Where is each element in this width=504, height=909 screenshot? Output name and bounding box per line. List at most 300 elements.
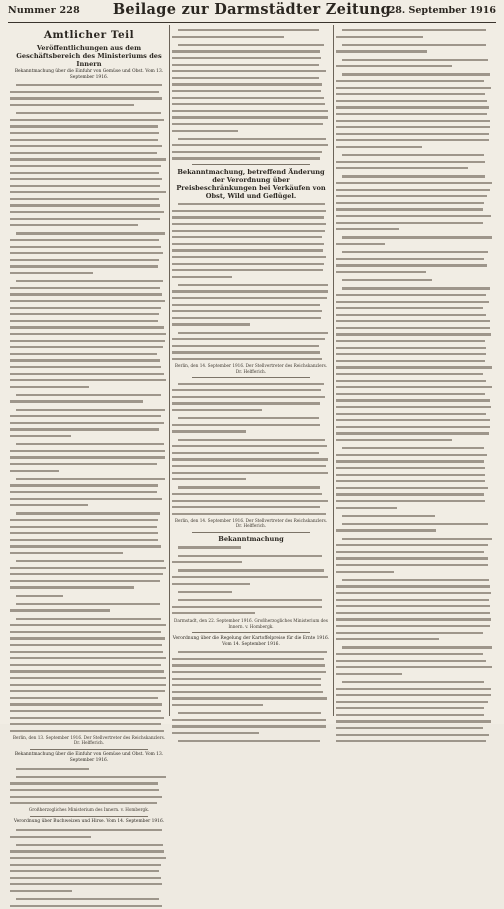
body-text <box>10 82 168 734</box>
body-text <box>10 766 168 807</box>
text-line <box>172 108 330 114</box>
text-line <box>172 387 330 393</box>
text-line <box>10 441 168 447</box>
article-subhead: Bekanntmachung über die Einfuhr von Gemüse und Obst. Vom 13. September 1916. <box>14 69 164 80</box>
text-line <box>336 85 494 91</box>
text-line <box>10 662 168 668</box>
text-line <box>172 142 330 148</box>
article-subhead: Verordnung über die Regelung der Kartoffelpreise für die Ernte 1916. Vom 14. September 1916. <box>172 636 330 647</box>
text-line <box>336 318 494 324</box>
text-line <box>172 95 330 101</box>
text-line <box>336 331 494 337</box>
text-line <box>172 221 330 227</box>
text-line <box>172 34 330 40</box>
text-line <box>336 590 494 596</box>
text-line <box>336 583 494 589</box>
text-line <box>172 702 330 708</box>
text-line <box>336 48 494 54</box>
text-line <box>10 896 168 902</box>
text-line <box>336 705 494 711</box>
text-line <box>172 349 330 355</box>
text-line <box>10 875 168 881</box>
text-line <box>10 635 168 641</box>
text-line <box>172 343 330 349</box>
text-line <box>10 263 168 269</box>
article-signature: Darmstadt, den 22. September 1916. Großherzogliches Ministerium des Innern. v. Hombergk. <box>174 618 328 629</box>
text-line <box>172 136 330 142</box>
text-line <box>10 476 168 482</box>
text-line <box>10 433 168 439</box>
text-line <box>172 428 330 434</box>
text-line <box>10 285 168 291</box>
text-line <box>336 513 494 519</box>
text-line <box>10 721 168 727</box>
text-line <box>336 430 494 436</box>
text-line <box>172 491 330 497</box>
body-text <box>172 381 330 517</box>
text-line <box>10 622 168 628</box>
text-line <box>10 842 168 848</box>
text-line <box>10 517 168 523</box>
text-line <box>336 424 494 430</box>
text-line <box>10 156 168 162</box>
text-line <box>336 498 494 504</box>
text-line <box>336 262 494 268</box>
text-line <box>172 282 330 288</box>
text-line <box>172 415 330 421</box>
text-line <box>172 55 330 61</box>
text-line <box>172 553 330 559</box>
text-line <box>10 629 168 635</box>
text-line <box>336 458 494 464</box>
text-line <box>172 302 330 308</box>
text-line <box>10 510 168 516</box>
text-line <box>336 131 494 137</box>
article-subhead: Verordnung über Buchweizen und Hirse. Vom 14. September 1916. <box>13 819 165 825</box>
page-header <box>8 0 496 22</box>
text-line <box>336 658 494 664</box>
text-line <box>336 292 494 298</box>
text-line <box>10 489 168 495</box>
text-line <box>336 610 494 616</box>
column-2 <box>172 27 330 718</box>
text-line <box>336 345 494 351</box>
text-line <box>172 149 330 155</box>
text-line <box>336 220 494 226</box>
text-line <box>10 344 168 350</box>
text-line <box>10 371 168 377</box>
text-line <box>10 398 168 404</box>
text-line <box>10 794 168 800</box>
text-line <box>336 63 494 69</box>
text-line <box>172 498 330 504</box>
text-line <box>10 766 168 772</box>
text-line <box>336 193 494 199</box>
text-line <box>336 623 494 629</box>
text-line <box>336 718 494 724</box>
text-line <box>172 581 330 587</box>
text-line <box>336 679 494 685</box>
text-line <box>172 567 330 573</box>
text-line <box>10 558 168 564</box>
text-line <box>336 630 494 636</box>
text-line <box>10 524 168 530</box>
text-line <box>10 496 168 502</box>
text-line <box>10 848 168 854</box>
text-line <box>10 143 168 149</box>
text-line <box>10 123 168 129</box>
text-line <box>10 392 168 398</box>
text-line <box>10 780 168 786</box>
text-line <box>336 312 494 318</box>
text-line <box>10 384 168 390</box>
text-line <box>172 68 330 74</box>
text-line <box>336 180 494 186</box>
text-line <box>172 330 330 336</box>
text-line <box>336 577 494 583</box>
article-signature: Berlin, den 13. September 1916. Der Stellvertreter des Reichskanzlers. Dr. Helfferich. <box>12 734 166 746</box>
text-line <box>336 644 494 650</box>
text-line <box>10 855 168 861</box>
text-line <box>10 202 168 208</box>
text-line <box>172 682 330 688</box>
text-line <box>172 544 330 550</box>
text-line <box>10 688 168 694</box>
newspaper-title: Beilage zur Darmstädter Zeitung <box>112 1 392 18</box>
text-line <box>336 200 494 206</box>
text-line <box>336 712 494 718</box>
text-line <box>172 315 330 321</box>
text-line <box>172 308 330 314</box>
text-line <box>336 465 494 471</box>
text-line <box>336 527 494 533</box>
text-line <box>10 244 168 250</box>
text-line <box>172 470 330 476</box>
text-line <box>172 288 330 294</box>
text-line <box>172 128 330 134</box>
text-line <box>172 669 330 675</box>
text-line <box>10 461 168 467</box>
text-line <box>10 413 168 419</box>
text-line <box>172 710 330 716</box>
text-line <box>10 578 168 584</box>
text-line <box>10 593 168 599</box>
article-separator <box>192 532 310 533</box>
text-line <box>336 452 494 458</box>
article-signature: Berlin, den 14. September 1916. Der Stellvertreter des Reichskanzlers. Dr. Helfferich. <box>174 363 328 374</box>
text-line <box>336 325 494 331</box>
text-line <box>172 48 330 54</box>
text-line <box>10 176 168 182</box>
text-line <box>336 671 494 677</box>
text-line <box>172 88 330 94</box>
body-text <box>172 27 330 161</box>
text-line <box>10 89 168 95</box>
text-line <box>172 504 330 510</box>
text-line <box>336 699 494 705</box>
text-line <box>172 476 330 482</box>
text-line <box>10 584 168 590</box>
text-line <box>172 234 330 240</box>
text-line <box>10 642 168 648</box>
text-line <box>336 597 494 603</box>
text-line <box>10 868 168 874</box>
text-line <box>10 530 168 536</box>
text-line <box>10 324 168 330</box>
text-line <box>10 616 168 622</box>
text-line <box>172 356 330 362</box>
text-line <box>10 607 168 613</box>
text-line <box>336 104 494 110</box>
text-line <box>336 651 494 657</box>
text-line <box>172 463 330 469</box>
text-line <box>172 27 330 33</box>
text-line <box>10 407 168 413</box>
text-line <box>336 404 494 410</box>
text-line <box>336 34 494 40</box>
article-heading: Bekanntmachung, betreffend Änderung der Verordnung über Preisbeschränkungen bei Verkäufen von Obst, Wild und Geflügel. <box>176 168 326 201</box>
text-line <box>336 521 494 527</box>
text-line <box>336 505 494 511</box>
text-line <box>172 42 330 48</box>
text-line <box>10 278 168 284</box>
text-line <box>336 437 494 443</box>
text-line <box>10 364 168 370</box>
text-line <box>336 491 494 497</box>
text-line <box>10 881 168 887</box>
text-line <box>336 351 494 357</box>
section-title: Amtlicher Teil <box>43 29 135 41</box>
text-line <box>172 62 330 68</box>
text-line <box>10 377 168 383</box>
article-heading: Bekanntmachung <box>218 535 284 544</box>
text-line <box>336 285 494 291</box>
text-line <box>10 708 168 714</box>
text-line <box>336 57 494 63</box>
text-line <box>336 542 494 548</box>
text-line <box>172 267 330 273</box>
text-line <box>336 338 494 344</box>
text-line <box>172 574 330 580</box>
text-line <box>10 715 168 721</box>
text-line <box>172 723 330 729</box>
text-line <box>10 454 168 460</box>
text-line <box>336 111 494 117</box>
text-line <box>336 159 494 165</box>
body-text <box>10 827 168 909</box>
section-heading: Veröffentlichungen aus dem Geschäftsbereich des Ministeriums des Innern <box>16 44 162 68</box>
text-line <box>172 649 330 655</box>
column-1 <box>10 27 168 825</box>
text-line <box>172 214 330 220</box>
article-separator <box>192 164 310 165</box>
text-line <box>336 249 494 255</box>
text-line <box>10 216 168 222</box>
text-line <box>336 384 494 390</box>
text-line <box>336 358 494 364</box>
text-line <box>10 482 168 488</box>
text-line <box>172 101 330 107</box>
text-line <box>336 78 494 84</box>
text-line <box>10 682 168 688</box>
text-line <box>172 274 330 280</box>
text-line <box>172 75 330 81</box>
text-line <box>336 417 494 423</box>
text-line <box>10 728 168 734</box>
text-line <box>336 569 494 575</box>
article-subhead: Bekanntmachung über die Einfuhr von Gemüse und Obst. Vom 13. September 1916. <box>14 752 164 763</box>
text-line <box>172 241 330 247</box>
text-line <box>10 137 168 143</box>
text-line <box>10 565 168 571</box>
text-line <box>10 426 168 432</box>
text-line <box>10 351 168 357</box>
text-line <box>172 261 330 267</box>
article-separator <box>192 632 310 633</box>
text-line <box>10 787 168 793</box>
text-line <box>336 241 494 247</box>
text-line <box>10 834 168 840</box>
text-line <box>172 689 330 695</box>
text-line <box>10 209 168 215</box>
text-line <box>172 422 330 428</box>
text-line <box>10 257 168 263</box>
text-line <box>10 468 168 474</box>
text-line <box>10 102 168 108</box>
text-line <box>10 318 168 324</box>
text-line <box>336 411 494 417</box>
text-line <box>10 170 168 176</box>
text-line <box>336 27 494 33</box>
text-line <box>336 187 494 193</box>
text-line <box>10 601 168 607</box>
text-line <box>172 114 330 120</box>
text-line <box>172 738 330 744</box>
issue-date: 28. September 1916 <box>388 5 496 16</box>
text-line <box>10 827 168 833</box>
text-line <box>172 730 330 736</box>
text-line <box>10 150 168 156</box>
text-line <box>172 437 330 443</box>
text-line <box>172 662 330 668</box>
text-line <box>336 397 494 403</box>
text-line <box>336 98 494 104</box>
text-line <box>10 163 168 169</box>
text-line <box>172 604 330 610</box>
text-line <box>336 364 494 370</box>
text-line <box>10 655 168 661</box>
text-line <box>10 448 168 454</box>
text-line <box>336 124 494 130</box>
text-line <box>10 196 168 202</box>
text-line <box>10 291 168 297</box>
text-line <box>10 338 168 344</box>
text-line <box>10 420 168 426</box>
text-line <box>172 610 330 616</box>
text-line <box>10 537 168 543</box>
text-line <box>336 91 494 97</box>
text-line <box>172 247 330 253</box>
text-line <box>10 357 168 363</box>
text-line <box>172 295 330 301</box>
text-line <box>172 155 330 161</box>
text-line <box>336 686 494 692</box>
text-line <box>172 695 330 701</box>
text-line <box>10 117 168 123</box>
text-line <box>172 484 330 490</box>
text-line <box>336 173 494 179</box>
text-line <box>10 862 168 868</box>
body-text <box>336 27 494 744</box>
text-line <box>10 800 168 806</box>
text-line <box>336 137 494 143</box>
text-line <box>336 299 494 305</box>
text-line <box>10 250 168 256</box>
text-line <box>172 407 330 413</box>
text-line <box>10 270 168 276</box>
text-line <box>10 668 168 674</box>
text-line <box>172 443 330 449</box>
text-line <box>336 152 494 158</box>
body-text <box>172 201 330 362</box>
text-line <box>10 189 168 195</box>
text-line <box>10 183 168 189</box>
text-line <box>172 321 330 327</box>
article-separator <box>192 377 310 378</box>
text-line <box>336 256 494 262</box>
text-line <box>336 692 494 698</box>
text-line <box>336 536 494 542</box>
text-line <box>10 888 168 894</box>
text-line <box>336 472 494 478</box>
article-signature: Großherzogliches Ministerium des Innern. v. Hombergk. <box>28 807 150 813</box>
text-line <box>172 208 330 214</box>
text-line <box>336 213 494 219</box>
text-line <box>336 555 494 561</box>
text-line <box>172 597 330 603</box>
text-line <box>172 676 330 682</box>
text-line <box>172 254 330 260</box>
body-text <box>172 544 330 616</box>
text-line <box>336 305 494 311</box>
text-line <box>10 298 168 304</box>
text-line <box>336 616 494 622</box>
text-line <box>336 42 494 48</box>
body-text <box>172 649 330 744</box>
text-line <box>336 277 494 283</box>
text-line <box>336 371 494 377</box>
text-line <box>336 226 494 232</box>
text-line <box>172 511 330 517</box>
text-line <box>336 636 494 642</box>
column-rule <box>333 25 334 716</box>
text-line <box>172 456 330 462</box>
text-line <box>336 603 494 609</box>
text-line <box>10 543 168 549</box>
text-line <box>10 550 168 556</box>
text-line <box>10 230 168 236</box>
text-line <box>172 121 330 127</box>
text-line <box>10 130 168 136</box>
column-3 <box>336 27 494 718</box>
text-line <box>336 738 494 744</box>
text-line <box>336 485 494 491</box>
text-line <box>10 695 168 701</box>
text-line <box>172 228 330 234</box>
text-line <box>10 571 168 577</box>
text-line <box>172 450 330 456</box>
text-line <box>10 502 168 508</box>
